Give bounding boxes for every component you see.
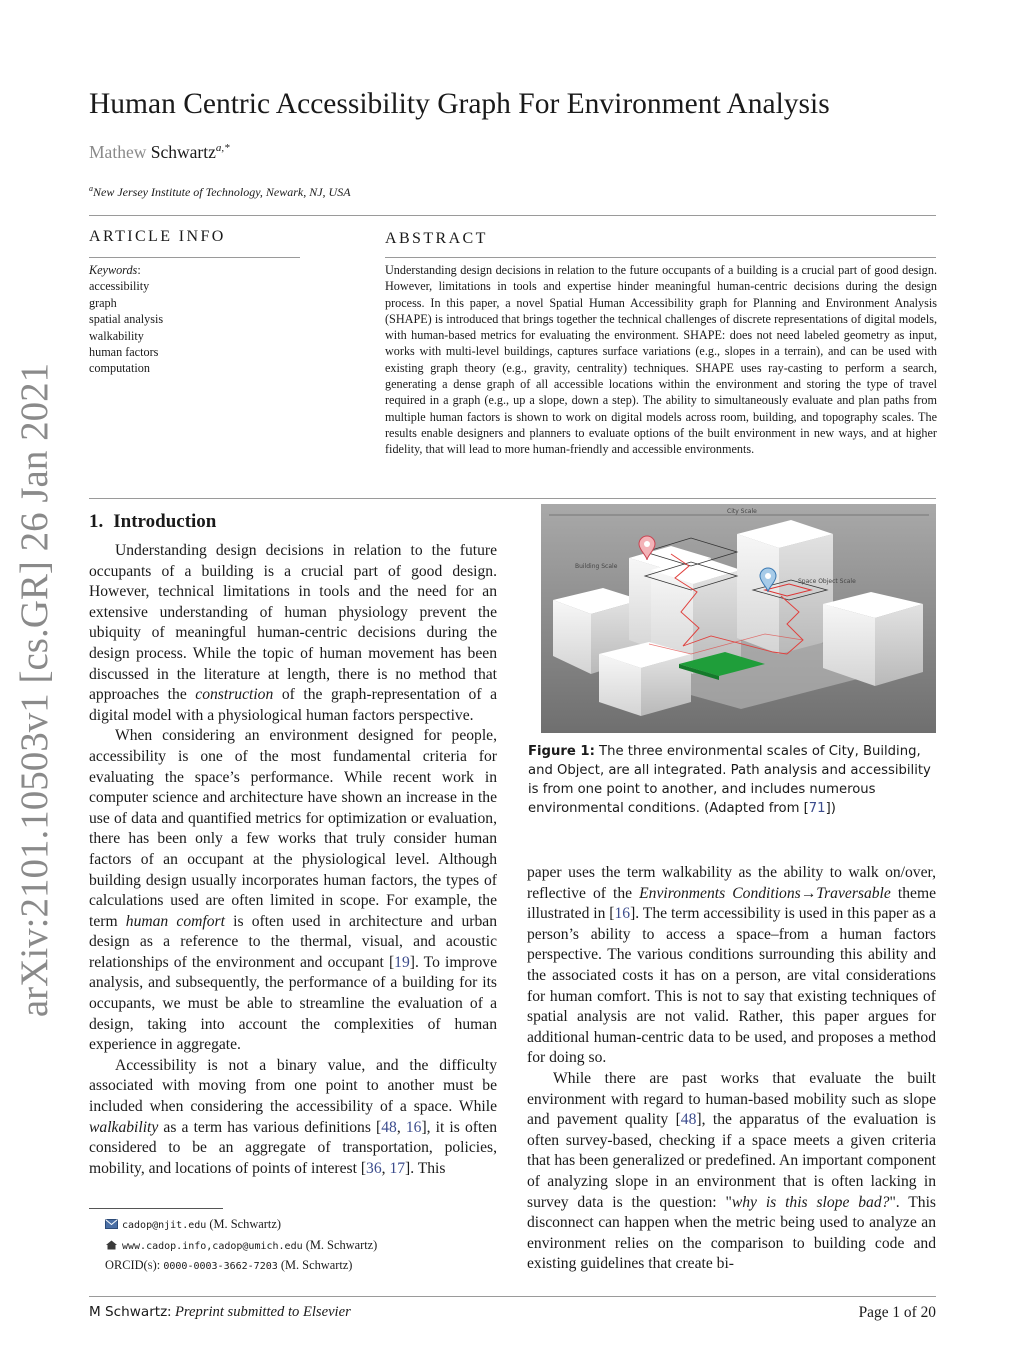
page-number: Page 1 of 20: [858, 1304, 936, 1321]
figure-1-illustration: [541, 504, 936, 733]
article-info-rule: [89, 257, 300, 258]
author-line: [89, 142, 230, 163]
author-marks: a,*: [215, 142, 230, 155]
right-column: [527, 863, 936, 1275]
orcid-id[interactable]: 0000-0003-3662-7203: [163, 1261, 278, 1273]
orcid-label: ORCID(s):: [105, 1258, 164, 1273]
article-info-heading: ARTICLE INFO: [89, 228, 226, 245]
envelope-icon: [105, 1219, 118, 1229]
abstract-heading: ABSTRACT: [385, 230, 488, 247]
affiliation-text: New Jersey Institute of Technology, Newark, NJ, USA: [93, 185, 351, 199]
keyword-item: computation: [89, 361, 150, 376]
keywords-label: Keywords: [89, 263, 138, 277]
citation-link[interactable]: 48: [381, 1118, 397, 1136]
keyword-item: accessibility: [89, 279, 150, 294]
paragraph: When considering an environment designed for people, accessibility is one of the most fundamental criteria for evaluating the space’s performance. While recent work in computer science and architecture have shown an increase in the use of data and quantified metrics for optimization or evaluation, there has been only a few works that truly consider human factors of an occupant at the physiological level. Although building design usually incorporates human factors, the types of calculations used are often limited in scope. For example, the term human comfort is often used in architecture and urban design as a reference to the thermal, visual, and acoustic relationships of the environment and occupant [19]. To improve analysis, and subsequently, the performance of a building for its occupants, we must be able to streamline the evaluation of a design, taking into account the complexities of human experience in aggregate.: [89, 727, 497, 1054]
citation-link[interactable]: 16: [614, 905, 631, 923]
footer-left: M Schwartz: Preprint submitted to Elsevier: [89, 1304, 351, 1320]
abstract-text: Understanding design decisions in relation to the future occupants of a building is a crucial part of good design. However, limitations in tools and expertise hinder meaningful human-centric decisions during the design process. In this paper, a novel Spatial Human Accessibility graph for Planning and Environment Analysis (SHAPE) is introduced that brings together the technical challenges of discrete representations of digital models, with human-based metrics for evaluating the environment. SHAPE: does not need labeled geometry as input, works with multi-level buildings, captures surface variations (e.g., slopes in a terrain), and can be used with existing graph theory (e.g., gravity, centrality) techniques. SHAPE uses ray-casting to perform a search, generating a dense graph of all accessible locations within the environment and storing the type of travel required in a graph (e.g., up a slope, down a step). The ability to simultaneously evaluate and plan paths from multiple human factors is shown to work on digital models across room, building, and topography scales. The results enable designers and planners to evaluate options of the built environment in new ways, and at higher fidelity, that will lead to more human-friendly and accessible environments.: [385, 263, 937, 457]
arxiv-side-stamp: arXiv:2101.10503v1 [cs.GR] 26 Jan 2021: [13, 362, 56, 1018]
paragraph: Understanding design decisions in relation to the future occupants of a building is a crucial part of good design. However, technical limitations in tools and the need for an extensive understanding of human physiology prevent the ubiquity of meaningful human-centric decisions during the design process. While the topic of human movement has been discussed in the literature at length, there is no method that approaches the construction of the graph-representation of a digital model with a physiological human factors perspective.: [89, 542, 498, 724]
footnote-web: www.cadop.info,cadop@umich.edu (M. Schwartz): [105, 1236, 377, 1257]
object-scale-label: Space Object Scale: [798, 578, 856, 585]
citation-link[interactable]: 48: [680, 1111, 697, 1129]
building-scale-label: Building Scale: [575, 563, 618, 570]
footnotes: [105, 1215, 377, 1277]
citation-link[interactable]: 71: [808, 801, 826, 816]
citation-link[interactable]: 36: [366, 1159, 382, 1177]
abstract-rule: [385, 257, 936, 258]
keyword-item: graph: [89, 295, 117, 310]
figure-1-caption: Figure 1: The three environmental scales of City, Building, and Object, are all integrated. Path analysis and accessibility is from one point to another, and includes numerous environmental conditions. (Adapted from [71]): [528, 744, 931, 816]
footnote-rule: [89, 1208, 223, 1209]
house-icon: [105, 1240, 118, 1250]
website-link[interactable]: www.cadop.info,cadop@umich.edu: [122, 1240, 303, 1252]
footer-rule: [89, 1296, 936, 1297]
author-first-name: Mathew: [89, 142, 147, 162]
footer-note: Preprint submitted to Elsevier: [174, 1304, 351, 1320]
paper-title: Human Centric Accessibility Graph For Environment Analysis: [89, 88, 830, 120]
keyword-item: human factors: [89, 345, 159, 360]
keyword-item: walkability: [89, 328, 144, 343]
left-column: [89, 541, 497, 1179]
footer-author: M Schwartz: [89, 1304, 168, 1320]
paragraph: paper uses the term walkability as the ability to walk on/over, reflective of the Environments Conditions→Traversable theme illustrated in [16]. The term accessibility is used in this paper as a person’s ability to access a space–from a human factors perspective. The various conditions surrounding this ability and the associated costs it has on a person, are vital considerations for human comfort. This is not to say that existing techniques of spatial analysis are not valid. Rather, this paper argues for additional human-centric data to be used, and proposes a method for doing so.: [527, 864, 937, 1067]
citation-link[interactable]: 17: [389, 1159, 406, 1177]
keyword-item: spatial analysis: [89, 312, 164, 327]
figure-label: Figure 1:: [528, 744, 595, 759]
city-scale-label: City Scale: [727, 508, 757, 515]
section-title: Introduction: [113, 511, 217, 532]
figure-1-image: [541, 504, 936, 733]
affiliation-mark: a: [89, 184, 93, 193]
paragraph: Accessibility is not a binary value, and the difficulty associated with moving from one point to another must be included when considering the accessibility of a space. While walkability as a term has various definitions [48, 16], it is often considered to be an aggregate of transportation, policies, mobility, and locations of points of interest [36, 17]. This: [89, 1056, 497, 1177]
author-last-name: Schwartz: [150, 142, 216, 162]
abstract-bottom-rule: [89, 498, 936, 499]
paragraph: While there are past works that evaluate the built environment with regard to human-based mobility such as slope and pavement quality [48], the apparatus of the evaluation is often survey-based, checking if a space meets a given criteria that has been generalized or predefined. An important component of analyzing slope in an environment that is often lacking in survey data is the question: "why is this slope bad?". This disconnect can happen when the metric being used to analyze an environment relies on the comparison to building code and existing guidelines that create bi-: [527, 1069, 937, 1273]
header-rule: [89, 215, 936, 216]
footnote-orcid: ORCID(s): 0000-0003-3662-7203 (M. Schwartz): [105, 1258, 353, 1273]
citation-link[interactable]: 16: [405, 1118, 422, 1136]
section-heading-introduction: [89, 511, 216, 533]
affiliation: [89, 184, 351, 200]
section-number: 1.: [89, 511, 104, 532]
keywords-block: Keywords: accessibility graph spatial analysis walkability human factors computation: [89, 263, 164, 376]
citation-link[interactable]: 19: [394, 953, 410, 971]
footnote-email: cadop@njit.edu (M. Schwartz): [105, 1215, 377, 1236]
email-link[interactable]: cadop@njit.edu: [122, 1220, 207, 1231]
